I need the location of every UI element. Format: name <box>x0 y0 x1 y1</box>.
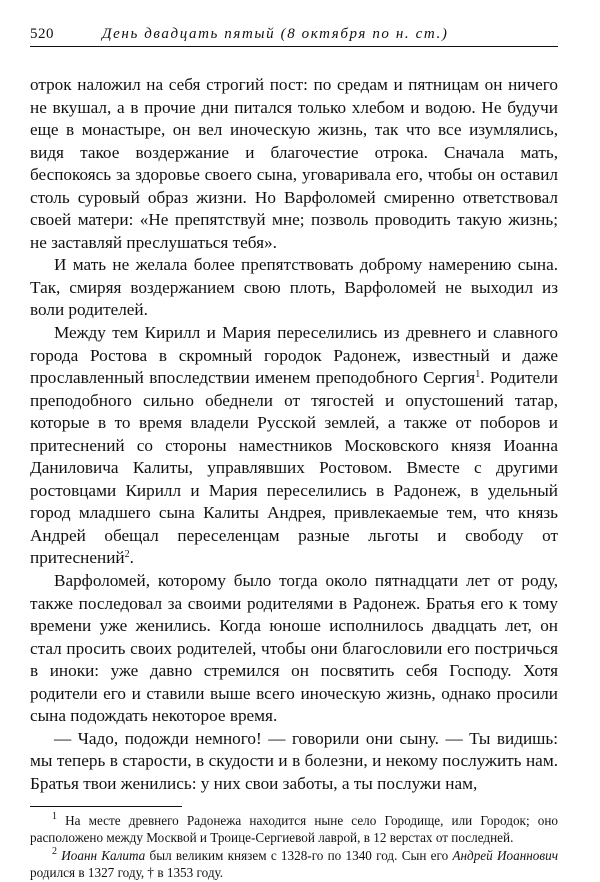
running-title: День двадцать пятый (8 октября по н. ст.) <box>102 26 449 42</box>
footnote-divider <box>30 806 182 807</box>
footnote-mark: 1 <box>52 810 57 822</box>
paragraph-text: . Родители преподобного сильно обеднели от тягостей и опустошений татар, которые в то время владели Русской землей, а также от поборов и притеснений со стороны наместников Московского князя Иоанна Даниловича Калиты, управлявших Ростовом. Вместе с другими ростовцами Кирилл и Мария переселились в Радонеж, в удельный город младшего сына Калиты Андрея, привлекаемые тем, что князь Андрей обещал переселенцам разные льготы и свободу от притеснений <box>30 368 558 568</box>
paragraph: отрок наложил на себя строгий пост: по средам и пятницам он ничего не вкушал, а в прочие дни питался только хлебом и водою. Не будучи еще в монастыре, он вел иноческую жизнь, так что все изумлялись, видя такое воздержание и благочестие отрока. Сначала мать, беспокоясь за здоровье своего сына, уговаривала его, чтобы он оставил столь суровый образ жизни. Но Варфоломей смиренно ответствовал своей матери: «Не препятствуй мне; позволь проводить такую жизнь; не заставляй преслушаться тебя». <box>30 75 558 252</box>
paragraph-text: Между тем Кирилл и Мария переселились из древнего и славного города Ростова в скромный городок Радонеж, известный и даже прославленный впоследствии именем преподобного Сергия <box>30 323 558 388</box>
running-header <box>30 26 558 47</box>
footnote-text: родился в 1327 году, † в 1353 году. <box>30 865 224 880</box>
footnote <box>30 847 558 882</box>
footnote-ref[interactable]: 1 <box>475 369 481 381</box>
footnote-text: На месте древнего Радонежа находится ныне село Городище, или Городок; оно расположено между Москвой и Троице-Сергиевой лаврой, в 12 верстах от последней. <box>30 812 558 845</box>
footnote <box>30 812 558 847</box>
footnote-name: Андрей Иоаннович <box>452 847 558 863</box>
footnote-mark: 2 <box>52 845 57 857</box>
paragraph: — Чадо, подожди немного! — говорили они сыну. — Ты видишь: мы теперь в старости, в скудости и в болезни, и некому послужить нам. Братья твои женились: у них свои заботы, а ты послужи нам, <box>30 728 558 793</box>
footnotes <box>30 812 558 882</box>
paragraph <box>30 322 558 570</box>
footnote-ref[interactable]: 2 <box>124 549 130 561</box>
paragraph: И мать не желала более препятствовать доброму намерению сына. Так, смиряя воздержанием свою плоть, Варфоломей не выходил из воли родителей. <box>30 255 558 320</box>
page-number: 520 <box>30 26 54 42</box>
main-text <box>30 74 558 796</box>
footnote-name: Иоанн Калита <box>61 847 146 863</box>
book-page <box>30 26 558 882</box>
paragraph-text: . <box>129 548 134 568</box>
footnote-text: был великим князем с 1328-го по 1340 год. Сын его <box>145 847 453 863</box>
paragraph: Варфоломей, которому было тогда около пятнадцати лет от роду, также последовал за своими родителями в Радонеж. Братья его к тому времени уже женились. Когда юноше исполнилось двадцать лет, он стал просить своих родителей, чтобы они благословили его постричься в иноки: уже давно стремился он посвятить себя Господу. Хотя родители его и ставили выше всего иноческую жизнь, однако просили сына подождать некоторое время. <box>30 571 558 726</box>
